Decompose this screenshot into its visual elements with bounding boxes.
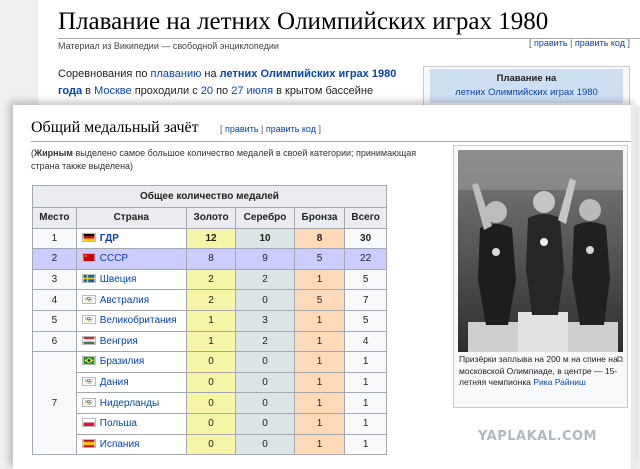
cell-place: 7 (33, 352, 77, 455)
cell-silver: 0 (236, 372, 295, 393)
medal-table-body (33, 228, 387, 455)
cell-bronze: 8 (294, 228, 344, 249)
cell-gold: 1 (186, 331, 236, 352)
cell-total: 30 (345, 228, 387, 249)
table-row (33, 434, 387, 455)
infobox-title-link[interactable]: летних Олимпийских играх 1980 (455, 87, 598, 98)
cell-place: 5 (33, 310, 77, 331)
brazil-flag-icon (82, 356, 100, 367)
caption-link-rica-reinisch[interactable]: Рика Райниш (533, 377, 586, 387)
article-background (38, 0, 640, 106)
cell-country (76, 393, 186, 414)
olympic-flag-icon (82, 398, 100, 409)
cell-total: 1 (345, 352, 387, 373)
watermark: YAPLAKAL.COM (478, 429, 597, 444)
cell-total: 1 (345, 434, 387, 455)
cell-place: 1 (33, 228, 77, 249)
country-link[interactable]: Швеция (99, 274, 137, 286)
cell-silver: 0 (236, 352, 295, 373)
lead-paragraph: Соревнования по плаванию на летних Олимпийских играх 1980 года в Москве проходили с 20 по 27 июля в крытом бассейне (58, 68, 397, 97)
page-edit-links: [ править | править код ] (529, 38, 630, 48)
table-row (33, 352, 387, 373)
cell-gold: 0 (186, 413, 236, 434)
cell-country (76, 434, 186, 455)
cell-total: 1 (345, 372, 387, 393)
from-wikipedia-tagline: Материал из Википедии — свободной энциклопедии (58, 41, 279, 51)
cell-gold: 0 (186, 434, 236, 455)
table-row (33, 393, 387, 414)
cell-bronze: 1 (294, 331, 344, 352)
scrollbar[interactable] (631, 105, 636, 469)
cell-silver: 0 (236, 434, 295, 455)
cell-gold: 0 (186, 372, 236, 393)
cell-gold: 12 (186, 228, 236, 249)
table-row (33, 228, 387, 249)
cell-country (76, 331, 186, 352)
link-date-27-july[interactable]: 27 июля (231, 85, 274, 97)
cell-bronze: 1 (294, 269, 344, 290)
cell-country (76, 310, 186, 331)
table-row (33, 290, 387, 311)
cell-gold: 0 (186, 393, 236, 414)
cell-silver: 0 (236, 413, 295, 434)
section-title: Общий медальный зачёт (31, 119, 199, 136)
hungary-flag-icon (82, 336, 100, 347)
header-gold[interactable]: Золото (186, 208, 236, 229)
magnify-icon[interactable]: ⧉ (616, 354, 623, 364)
link-date-20[interactable]: 20 (200, 85, 214, 97)
olympic-flag-icon (82, 377, 100, 388)
country-link[interactable]: Польша (99, 418, 137, 430)
cell-country (76, 413, 186, 434)
table-note: (Жирным выделено самое большое количество медалей в своей категории; принимающая страна также выделена) (31, 148, 417, 171)
cell-place: 4 (33, 290, 77, 311)
table-row (33, 372, 387, 393)
edit-code-link[interactable]: править код (574, 38, 625, 48)
cell-gold: 0 (186, 352, 236, 373)
cell-place: 2 (33, 249, 77, 270)
cell-silver: 10 (236, 228, 295, 249)
cell-country (76, 249, 186, 270)
cell-total: 4 (345, 331, 387, 352)
country-link[interactable]: ГДР (99, 232, 119, 244)
header-silver[interactable]: Серебро (236, 208, 295, 229)
sweden-flag-icon (82, 274, 100, 285)
country-link[interactable]: Дания (99, 377, 129, 389)
table-row (33, 249, 387, 270)
cell-country (76, 352, 186, 373)
photo-caption: Призёрки заплыва на 200 м на спине на московской Олимпиаде, в центре — 15-летняя чемпионка Рика Райниш (459, 354, 618, 387)
cell-total: 7 (345, 290, 387, 311)
page-title: Плавание на летних Олимпийских играх 1980 (58, 8, 549, 35)
section-edit-links: [ править | править код ] (220, 124, 321, 134)
spain-flag-icon (82, 439, 100, 450)
country-link[interactable]: Нидерланды (99, 397, 160, 409)
table-row (33, 310, 387, 331)
country-link[interactable]: Австралия (99, 294, 150, 306)
olympic-flag-icon (82, 315, 100, 326)
country-link[interactable]: Испания (99, 438, 140, 450)
header-country[interactable]: Страна (76, 208, 186, 229)
section-edit-code-link[interactable]: править код (265, 124, 316, 134)
cell-bronze: 1 (294, 352, 344, 373)
cell-silver: 2 (236, 269, 295, 290)
gdr-flag-icon (82, 233, 100, 244)
header-total[interactable]: Всего (345, 208, 387, 229)
poland-flag-icon (82, 418, 100, 429)
cell-total: 1 (345, 413, 387, 434)
cell-gold: 1 (186, 310, 236, 331)
cell-gold: 2 (186, 269, 236, 290)
cell-silver: 2 (236, 331, 295, 352)
link-moscow[interactable]: Москве (94, 85, 132, 97)
table-caption: Общее количество медалей (33, 186, 387, 208)
edit-link[interactable]: править (534, 38, 568, 48)
cell-silver: 0 (236, 393, 295, 414)
header-bronze[interactable]: Бронза (294, 208, 344, 229)
country-link[interactable]: Великобритания (99, 315, 177, 327)
infobox-header (430, 69, 623, 103)
photo-thumbnail (453, 145, 628, 408)
olympic-flag-icon (82, 295, 100, 306)
cell-place: 6 (33, 331, 77, 352)
cell-bronze: 1 (294, 310, 344, 331)
cell-total: 5 (345, 269, 387, 290)
cell-silver: 3 (236, 310, 295, 331)
cell-country (76, 290, 186, 311)
country-link[interactable]: Бразилия (99, 356, 145, 368)
table-row (33, 269, 387, 290)
cell-gold: 2 (186, 290, 236, 311)
cell-bronze: 1 (294, 413, 344, 434)
cell-gold: 8 (186, 249, 236, 270)
table-row (33, 413, 387, 434)
table-row (33, 331, 387, 352)
cell-total: 5 (345, 310, 387, 331)
ussr-flag-icon (82, 253, 100, 264)
cell-bronze: 1 (294, 393, 344, 414)
link-swimming[interactable]: плаванию (150, 68, 202, 80)
cell-bronze: 5 (294, 249, 344, 270)
link-olympics-1980[interactable]: летних Олимпийских играх 1980 года (58, 68, 397, 97)
medal-section-panel (13, 105, 636, 469)
cell-silver: 9 (236, 249, 295, 270)
cell-country (76, 269, 186, 290)
cell-bronze: 1 (294, 434, 344, 455)
header-place[interactable]: Место (33, 208, 77, 229)
cell-bronze: 1 (294, 372, 344, 393)
cell-bronze: 5 (294, 290, 344, 311)
cell-silver: 0 (236, 290, 295, 311)
medal-table (32, 185, 387, 455)
cell-country (76, 228, 186, 249)
cell-total: 1 (345, 393, 387, 414)
infobox (423, 66, 630, 106)
cell-total: 22 (345, 249, 387, 270)
cell-country (76, 372, 186, 393)
infobox-title-line1: Плавание на (496, 73, 557, 84)
country-link[interactable]: Венгрия (99, 335, 138, 347)
section-divider (31, 141, 631, 142)
cell-place: 3 (33, 269, 77, 290)
section-edit-link[interactable]: править (225, 124, 259, 134)
country-link[interactable]: СССР (99, 253, 129, 265)
medalists-photo[interactable] (458, 150, 623, 352)
